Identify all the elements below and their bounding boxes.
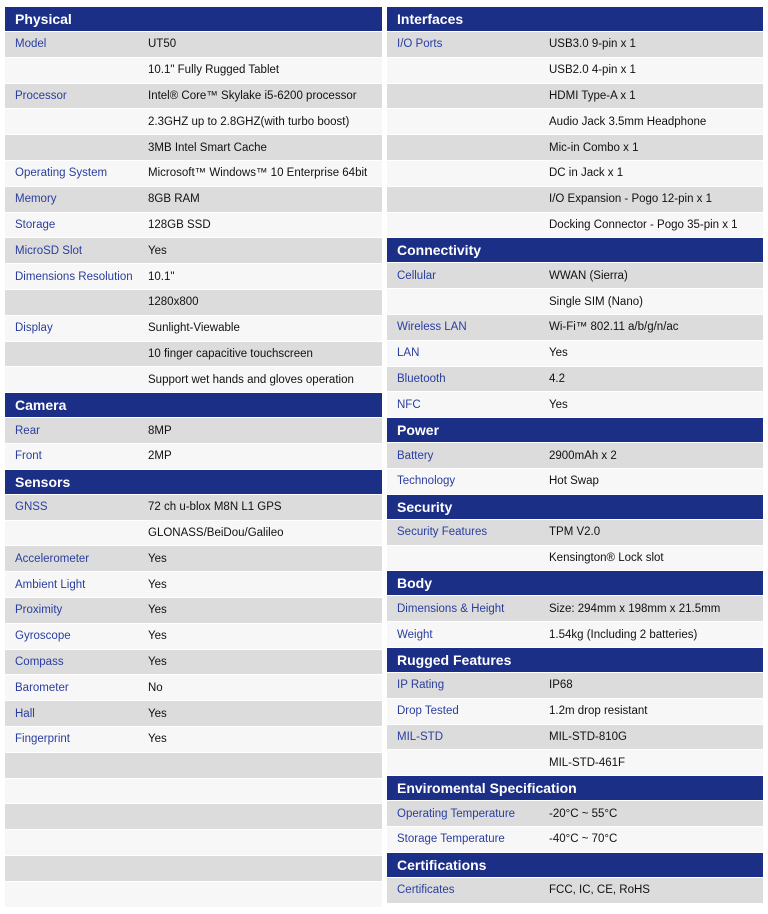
spec-row [5,238,382,264]
spec-row [387,392,763,418]
spec-row [5,316,382,342]
spec-value: Single SIM (Nano) [549,295,643,308]
spec-value: FCC, IC, CE, RoHS [549,884,650,897]
spec-value: TPM V2.0 [549,526,601,539]
spec-label: Barometer [15,681,69,694]
spec-row [5,882,382,908]
spec-label: Battery [397,449,434,462]
spec-value: Yes [549,347,568,360]
spec-row [387,289,763,315]
spec-value: Yes [148,604,167,617]
spec-row [387,213,763,239]
spec-value: 4.2 [549,372,565,385]
spec-value: Size: 294mm x 198mm x 21.5mm [549,602,721,615]
spec-label: Model [15,38,47,51]
spec-value: 8GB RAM [148,193,200,206]
spec-value: Docking Connector - Pogo 35-pin x 1 [549,218,738,231]
spec-row [5,650,382,676]
spec-value: Kensington® Lock slot [549,551,664,564]
spec-row [5,58,382,84]
spec-row [387,161,763,187]
spec-label: Certificates [397,884,455,897]
spec-value: 2.3GHZ up to 2.8GHZ(with turbo boost) [148,115,350,128]
spec-label: Rear [15,424,40,437]
spec-row [5,264,382,290]
spec-row [5,856,382,882]
spec-row [5,187,382,213]
spec-value: 1280x800 [148,296,199,309]
section-header: Security [387,495,763,520]
spec-row [387,622,763,648]
spec-label: MIL-STD [397,730,443,743]
spec-value: 10 finger capacitive touchscreen [148,347,313,360]
spec-value: -40°C ~ 70°C [549,833,618,846]
spec-label: Memory [15,193,57,206]
spec-row [387,135,763,161]
spec-row [5,84,382,110]
spec-value: UT50 [148,38,177,51]
spec-label: LAN [397,347,420,360]
spec-label: I/O Ports [397,38,443,51]
spec-value: 1.54kg (Including 2 batteries) [549,628,698,641]
spec-label: Accelerometer [15,552,90,565]
spec-value: 2900mAh x 2 [549,449,617,462]
spec-row [387,750,763,776]
spec-label: Technology [397,475,456,488]
spec-value: HDMI Type-A x 1 [549,89,636,102]
section-certifications [387,853,763,904]
spec-value: USB3.0 9-pin x 1 [549,38,636,51]
spec-row [5,109,382,135]
spec-label: IP Rating [397,679,445,692]
spec-value: 8MP [148,424,172,437]
spec-value: Wi-Fi™ 802.11 a/b/g/n/ac [549,321,679,334]
spec-row [387,315,763,341]
spec-row [387,341,763,367]
spec-value: WWAN (Sierra) [549,269,628,282]
section-physical [5,7,382,393]
spec-row [5,418,382,444]
spec-label: Ambient Light [15,578,86,591]
spec-row [5,753,382,779]
spec-label: Compass [15,655,64,668]
section-header: Power [387,418,763,443]
spec-row [5,135,382,161]
section-header: Sensors [5,470,382,495]
spec-label: Storage [15,218,56,231]
section-power [387,418,763,495]
spec-row [5,495,382,521]
spec-value: Yes [148,707,167,720]
spec-label: Operating System [15,167,108,180]
spec-column-left [5,7,382,908]
spec-row [5,572,382,598]
spec-value: No [148,681,163,694]
spec-label: Drop Tested [397,705,459,718]
spec-row [387,878,763,904]
spec-label: Security Features [397,526,488,539]
spec-row [387,109,763,135]
spec-value: MIL-STD-810G [549,730,627,743]
spec-label: Display [15,322,53,335]
spec-value: I/O Expansion - Pogo 12-pin x 1 [549,193,713,206]
spec-row [5,342,382,368]
section-camera [5,393,382,470]
section-header: Enviromental Specification [387,776,763,801]
spec-label: MicroSD Slot [15,244,83,257]
section-header: Connectivity [387,238,763,263]
section-header: Interfaces [387,7,763,32]
spec-label: Weight [397,628,433,641]
section-sensors [5,470,382,908]
spec-label: Proximity [15,604,63,617]
spec-row [5,367,382,393]
section-enviromental-specification [387,776,763,853]
section-header: Physical [5,7,382,32]
spec-label: Bluetooth [397,372,446,385]
spec-value: MIL-STD-461F [549,756,626,769]
spec-label: Operating Temperature [397,807,516,820]
spec-row [5,804,382,830]
spec-value: Yes [148,578,167,591]
spec-row [5,521,382,547]
spec-row [5,727,382,753]
spec-value: GLONASS/BeiDou/Galileo [148,526,284,539]
spec-value: Yes [148,552,167,565]
spec-row [5,830,382,856]
spec-row [5,675,382,701]
spec-label: NFC [397,398,421,411]
spec-row [387,699,763,725]
spec-value: 2MP [148,450,172,463]
spec-value: Yes [549,398,568,411]
spec-row [5,32,382,58]
spec-row [5,213,382,239]
spec-value: Yes [148,244,167,257]
spec-label: Wireless LAN [397,321,467,334]
spec-row [387,827,763,853]
spec-value: Sunlight-Viewable [148,322,240,335]
section-connectivity [387,238,763,418]
spec-row [387,443,763,469]
spec-value: IP68 [549,679,573,692]
spec-row [387,469,763,495]
spec-value: 128GB SSD [148,218,211,231]
spec-row [387,58,763,84]
spec-row [387,367,763,393]
spec-value: 1.2m drop resistant [549,705,648,718]
spec-row [5,290,382,316]
spec-row [5,624,382,650]
spec-value: Microsoft™ Windows™ 10 Enterprise 64bit [148,167,368,180]
spec-row [5,701,382,727]
spec-label: Cellular [397,269,436,282]
spec-row [387,520,763,546]
spec-row [387,187,763,213]
spec-value: Support wet hands and gloves operation [148,373,354,386]
spec-row [387,263,763,289]
spec-row [387,596,763,622]
spec-row [387,546,763,572]
spec-row [5,444,382,470]
section-header: Certifications [387,853,763,878]
spec-value: DC in Jack x 1 [549,167,624,180]
section-header: Body [387,571,763,596]
spec-value: Hot Swap [549,475,599,488]
spec-value: USB2.0 4-pin x 1 [549,64,636,77]
section-interfaces [387,7,763,238]
spec-row [5,779,382,805]
spec-value: Mic-in Combo x 1 [549,141,639,154]
spec-label: Fingerprint [15,733,70,746]
spec-row [387,725,763,751]
section-header: Camera [5,393,382,418]
spec-value: Yes [148,655,167,668]
spec-value: 3MB Intel Smart Cache [148,141,267,154]
spec-value: 10.1" Fully Rugged Tablet [148,64,280,77]
spec-value: Audio Jack 3.5mm Headphone [549,115,707,128]
section-body [387,571,763,648]
spec-value: 10.1" [148,270,175,283]
spec-column-right [387,7,763,904]
spec-row [387,673,763,699]
spec-label: Front [15,450,42,463]
spec-value: -20°C ~ 55°C [549,807,618,820]
spec-row [387,84,763,110]
spec-label: Storage Temperature [397,833,505,846]
spec-label: Dimensions & Height [397,602,505,615]
spec-value: Intel® Core™ Skylake i5-6200 processor [148,89,357,102]
spec-label: Hall [15,707,35,720]
spec-row [387,801,763,827]
spec-label: GNSS [15,501,48,514]
spec-row [387,32,763,58]
spec-row [5,161,382,187]
spec-row [5,546,382,572]
spec-value: Yes [148,630,167,643]
section-rugged-features [387,648,763,776]
spec-value: Yes [148,733,167,746]
section-header: Rugged Features [387,648,763,673]
spec-value: 72 ch u-blox M8N L1 GPS [148,501,282,514]
section-security [387,495,763,572]
spec-label: Dimensions Resolution [15,270,133,283]
spec-label: Processor [15,89,67,102]
spec-label: Gyroscope [15,630,71,643]
spec-row [5,598,382,624]
